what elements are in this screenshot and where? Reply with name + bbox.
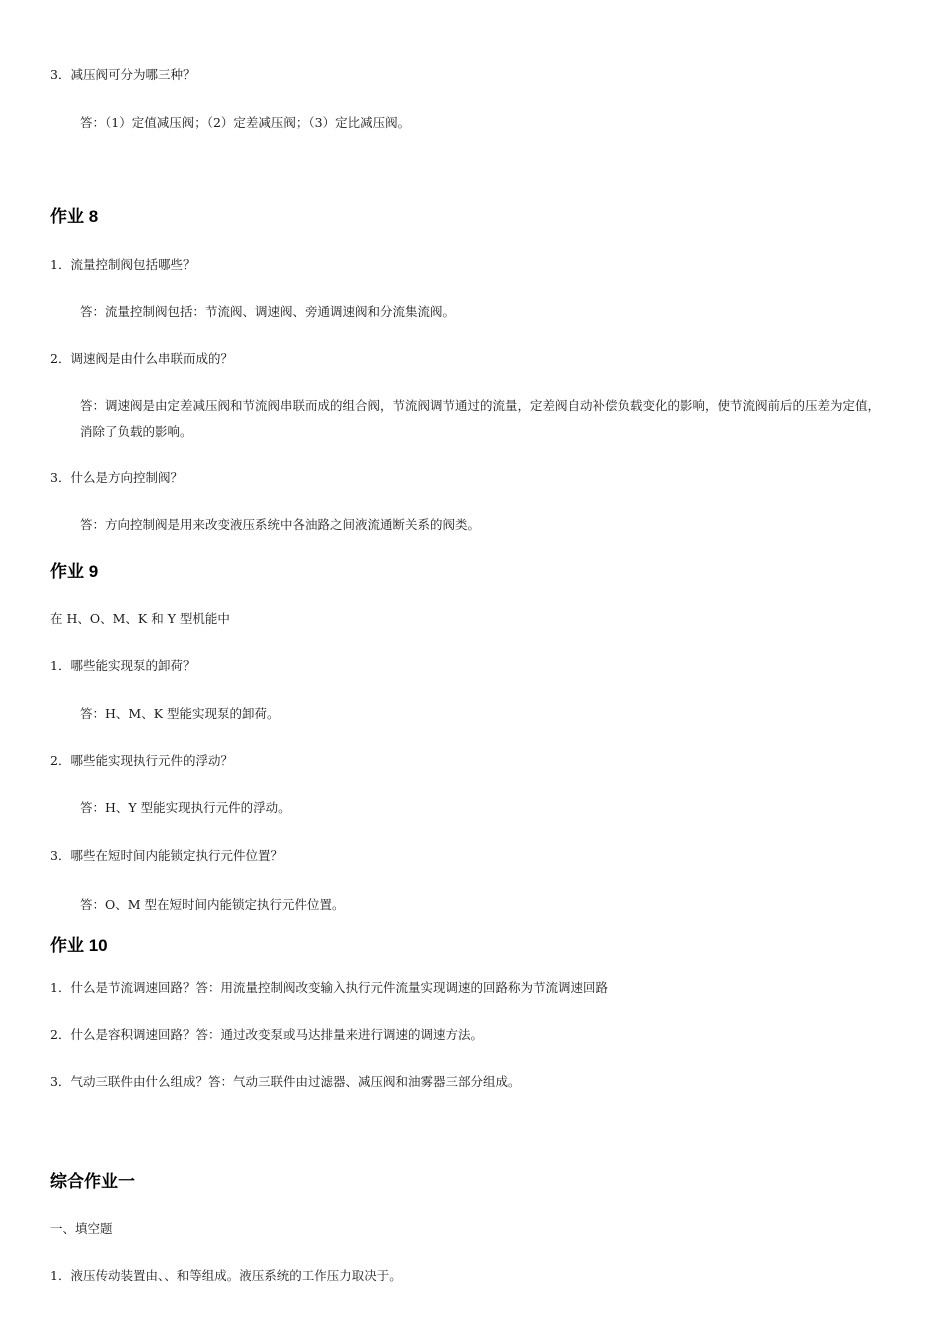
question-line: 3．哪些在短时间内能锁定执行元件位置？ <box>50 848 283 863</box>
answer-line: 答：（1）定值减压阀；（2）定差减压阀；（3）定比减压阀。 <box>80 115 411 130</box>
question-line: 1．流量控制阀包括哪些？ <box>50 257 196 272</box>
section-heading: 作业 10 <box>50 936 108 955</box>
section-heading: 作业 8 <box>50 207 99 226</box>
question-line: 1．哪些能实现泵的卸荷？ <box>50 658 196 673</box>
question-answer-line: 2．什么是容积调速回路？答：通过改变泵或马达排量来进行调速的调速方法。 <box>50 1027 483 1042</box>
answer-line: 答：流量控制阀包括：节流阀、调速阀、旁通调速阀和分流集流阀。 <box>80 304 456 319</box>
question-line: 3．减压阀可分为哪三种？ <box>50 67 196 82</box>
question-line: 2．哪些能实现执行元件的浮动？ <box>50 753 233 768</box>
question-line: 2．调速阀是由什么串联而成的？ <box>50 351 233 366</box>
section-heading: 作业 9 <box>50 562 99 581</box>
answer-line: 答：H、M、K 型能实现泵的卸荷。 <box>80 706 280 721</box>
answer-line: 答：H、Y 型能实现执行元件的浮动。 <box>80 800 291 815</box>
subsection-title: 一、填空题 <box>50 1221 113 1236</box>
question-line: 1．液压传动装置由、、和等组成。液压系统的工作压力取决于。 <box>50 1268 402 1283</box>
answer-line: 答：O、M 型在短时间内能锁定执行元件位置。 <box>80 897 345 912</box>
question-line: 3．什么是方向控制阀？ <box>50 470 183 485</box>
question-answer-line: 1．什么是节流调速回路？答：用流量控制阀改变输入执行元件流量实现调速的回路称为节流调速回路 <box>50 980 608 995</box>
section-heading: 综合作业一 <box>50 1172 135 1191</box>
answer-line: 答：方向控制阀是用来改变液压系统中各油路之间液流通断关系的阀类。 <box>80 517 481 532</box>
question-answer-line: 3．气动三联件由什么组成？答：气动三联件由过滤器、减压阀和油雾器三部分组成。 <box>50 1074 521 1089</box>
answer-paragraph: 答：调速阀是由定差减压阀和节流阀串联而成的组合阀，节流阀调节通过的流量，定差阀自动补偿负载变化的影响，使节流阀前后的压差为定值，消除了负载的影响。 <box>80 398 881 439</box>
intro-line: 在 H、O、M、K 和 Y 型机能中 <box>50 611 230 626</box>
